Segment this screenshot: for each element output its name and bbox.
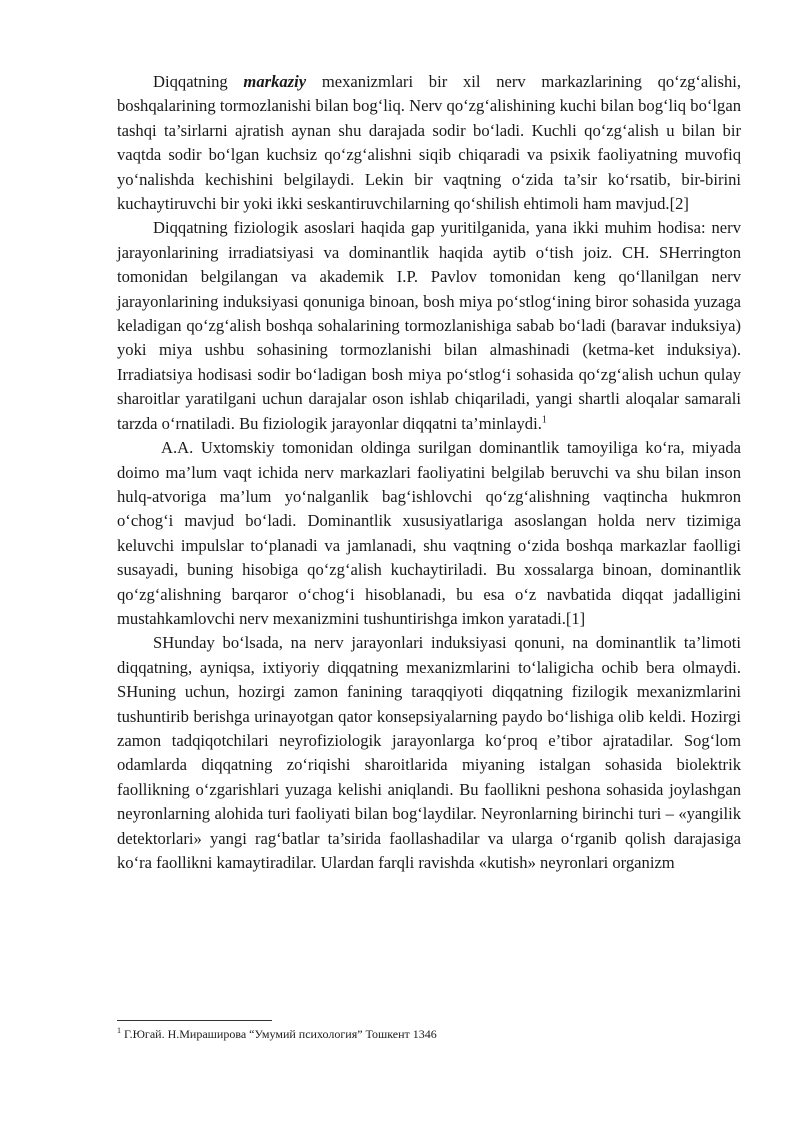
paragraph-dominant-principle — [117, 436, 741, 631]
paragraph-modern-research — [117, 631, 741, 875]
paragraph-1-rest: mexanizmlari bir xil nerv markazlarining qo‘zg‘alishi, boshqalarining tormozlanishi bilan bog‘liq. Nerv qo‘zg‘alishining kuchi bilan bog‘liq bo‘lgan tashqi ta’sirlarni ajratish aynan shu darajada sodir bo‘ladi. Kuchli qo‘zg‘alish u bilan bir vaqtda sodir bo‘lgan kuchsiz qo‘zg‘alishni siqib chiqaradi va psixik faoliyatning muvofiq yo‘nalishda kechishini belgilaydi. Lekin bir vaqtning o‘zida ta’sir ko‘rsatib, bir-birini kuchaytiruvchi bir yoki ikki seskantiruvchilarning qo‘shilish ehtimoli ham mavjud.[2] — [117, 72, 741, 214]
paragraph-4-text: SHunday bo‘lsada, na nerv jarayonlari induksiyasi qonuni, na dominantlik ta’limoti diqqatning, ayniqsa, ixtiyoriy diqqatning mexanizmlarini to‘laligicha ochib bera olmaydi. SHuning uchun, hozirgi zamon fanining taraqqiyoti diqqatning fizilogik mexanizmlarini tushuntirib berishga urinayotgan qator konsepsiyalarning paydo bo‘lishiga olib keldi. Hozirgi zamon tadqiqotchilari neyrofiziologik jarayonlarga ko‘proq e’tibor ajratadilar. Sog‘lom odamlarda diqqatning zo‘riqishi sharoitlarida miyaning istalgan sohasida biolektrik faollikning o‘zgarishlari yuzaga kelishi aniqlandi. Bu faollikni peshona sohasida joylashgan neyronlarning alohida turi faoliyati bilan bog‘laydilar. Neyronlarning birinchi turi – «yangilik detektorlari» yangi rag‘batlar ta’sirida faollashadilar va ularga o‘rganib qolish darajasiga ko‘ra faollikni kamaytiradilar. Ulardan farqli ravishda «kutish» neyronlari organizm — [117, 633, 741, 872]
paragraph-1-start: Diqqatning — [153, 72, 244, 91]
paragraph-central-mechanisms — [117, 70, 741, 216]
footnote — [117, 1026, 437, 1042]
footnote-text: Г.Югай. Н.Мираширова “Умумий психология” Тошкент 1346 — [121, 1027, 437, 1041]
paragraph-2-text: Diqqatning fiziologik asoslari haqida gap yuritilganida, yana ikki muhim hodisa: nerv jarayonlarining irradiatsiyasi va dominantlik haqida aytib o‘tish joiz. CH. SHerrington tomonidan belgilangan va akademik I.P. Pavlov tomonidan keng qo‘llanilgan nerv jarayonlarining induksiyasi qonuniga binoan, bosh miya po‘stlog‘ining biror sohasida yuzaga keladigan qo‘zg‘alish boshqa sohalarining tormozlanishiga sabab bo‘ladi (baravar induksiya) yoki miya ushbu sohasining tormozlanishi bilan almashinadi (ketma-ket induksiya). Irradiatsiya hodisasi sodir bo‘ladigan bosh miya po‘stlog‘i sohasida qo‘zg‘alish uchun qulay sharoitlar yaratilgani uchun darajalar oson ishlab chiqariladi, yangi shartli aloqalar samarali tarzda o‘rnatiladi. Bu fiziologik jarayonlar diqqatni ta’minlaydi. — [117, 218, 741, 433]
emphasized-term: markaziy — [243, 72, 307, 91]
footnote-reference[interactable]: 1 — [541, 414, 547, 426]
footnote-divider — [117, 1020, 272, 1021]
paragraph-3-text: A.A. Uxtomskiy tomonidan oldinga surilgan dominantlik tamoyiliga ko‘ra, miyada doimo ma’lum vaqt ichida nerv markazlari faoliyatini belgilab beruvchi va shu bilan inson hulq-atvoriga ma’lum yo‘nalganlik bag‘ishlovchi qo‘zg‘alishning vaqtincha hukmron o‘chog‘i mavjud bo‘ladi. Dominantlik xususiyatlariga asoslangan holda nerv tizimiga keluvchi impulslar to‘planadi va jamlanadi, shu vaqtning o‘zida boshqa markazlar faolligi susayadi, buning hisobiga qo‘zg‘alish kuchaytiriladi. Bu xossalarga binoan, dominantlik qo‘zg‘alishning barqaror o‘chog‘i hisoblanadi, bu esa o‘z navbatida diqqat jadalligini mustahkamlovchi nerv mexanizmini tushuntirishga imkon yaratadi.[1] — [117, 438, 741, 628]
footnote-marker: 1 — [117, 1026, 121, 1035]
page-body — [117, 70, 741, 875]
paragraph-physiological-basis — [117, 216, 741, 436]
